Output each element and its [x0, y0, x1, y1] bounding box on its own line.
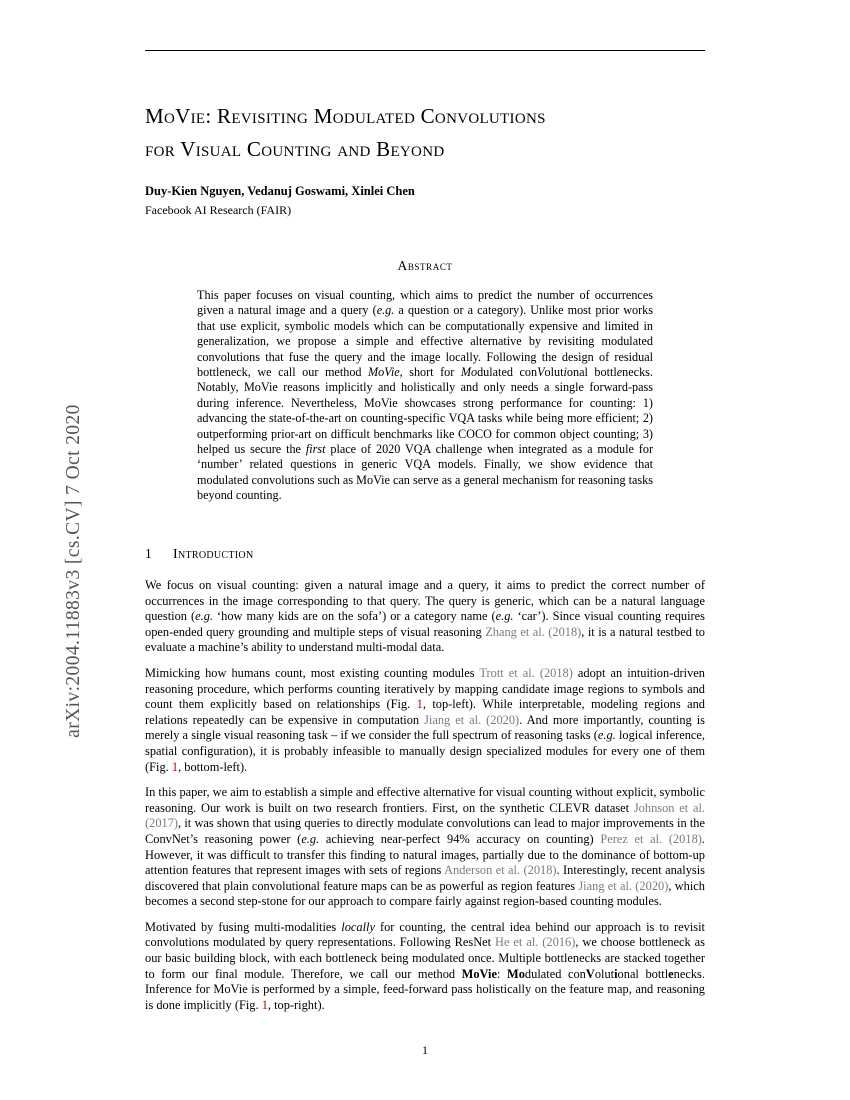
paragraph-4: Motivated by fusing multi-modalities locally for counting, the central idea behind our approach is to revisit convolutions modulated by query representations. Following ResNet He et al. (2016), we choose bottleneck as our basic building block, with each bottleneck being modulated once. Multiple bottlenecks are stacked together to form our final module. Therefore, we call our method MoVie: Modulated conVolutional bottlenecks. Inference for MoVie is performed by a simple, feed-forward pass holistically on the feature map, and reasoning is done implicitly (Fig. 1, top-right). — [145, 919, 705, 1012]
header-rule — [145, 50, 705, 51]
author-list: Duy-Kien Nguyen, Vedanuj Goswami, Xinlei Chen — [145, 184, 415, 198]
page-number: 1 — [422, 1043, 428, 1057]
section-number: 1 — [145, 546, 153, 561]
introduction-body — [145, 578, 705, 1023]
section-title: Introduction — [173, 547, 254, 562]
paper-page — [145, 0, 705, 1100]
page-title — [145, 100, 705, 166]
arxiv-stamp: arXiv:2004.11883v3 [cs.CV] 7 Oct 2020 — [63, 404, 84, 738]
title-line-2: for Visual Counting and Beyond — [145, 137, 445, 161]
affiliation: Facebook AI Research (FAIR) — [145, 203, 292, 217]
paragraph-2: Mimicking how humans count, most existing counting modules Trott et al. (2018) adopt an intuition-driven reasoning procedure, which performs counting iteratively by mapping candidate image regions to symbols and count them explicitly based on relationships (Fig. 1, top-left). While interpretable, modeling regions and relations repeatedly can be expensive in computation Jiang et al. (2020). And more importantly, counting is merely a single visual reasoning task – if we consider the full spectrum of reasoning tasks (e.g. logical inference, spatial configuration), it is probably infeasible to manually design specialized modules for every one of them (Fig. 1, bottom-left). — [145, 665, 705, 774]
paragraph-1: We focus on visual counting: given a natural image and a query, it aims to predict the correct number of occurrences in the image corresponding to that query. The query is generic, which can be a natural language question (e.g. ‘how many kids are on the sofa’) or a category name (e.g. ‘car’). Since visual counting requires open-ended query grounding and multiple steps of visual reasoning Zhang et al. (2018), it is a natural testbed to evaluate a machine’s ability to understand multi-modal data. — [145, 578, 705, 655]
section-heading — [145, 546, 705, 563]
abstract-heading: Abstract — [397, 258, 453, 273]
title-line-1: MoVie: Revisiting Modulated Convolutions — [145, 104, 546, 128]
paragraph-3: In this paper, we aim to establish a simple and effective alternative for visual counting without explicit, symbolic reasoning. Our work is built on two research frontiers. First, on the synthetic CLEVR dataset Johnson et al. (2017), it was shown that using queries to directly modulate convolutions can lead to major improvements in the ConvNet’s reasoning power (e.g. achieving near-perfect 94% accuracy on counting) Perez et al. (2018). However, it was difficult to transfer this finding to natural images, partially due to the dominance of bottom-up attention features that represent images with sets of regions Anderson et al. (2018). Interestingly, recent analysis discovered that plain convolutional feature maps can be as powerful as region features Jiang et al. (2020), which becomes a second step-stone for our approach to compare fairly against region-based counting modules. — [145, 785, 706, 909]
abstract-text: This paper focuses on visual counting, which aims to predict the number of occurrences given a natural image and a query (e.g. a question or a category). Unlike most prior works that use explicit, symbolic models which can be computationally expensive and limited in generalization, we propose a simple and effective alternative by revisiting modulated convolutions that fuse the query and the image locally. Following the design of residual bottleneck, we call our method MoVie, short for Modulated conVolutional bottlenecks. Notably, MoVie reasons implicitly and holistically and only needs a single forward-pass during inference. Nevertheless, MoVie showcases strong performance for counting: 1) advancing the state-of-the-art on counting-specific VQA tasks while being more efficient; 2) outperforming prior-art on difficult benchmarks like COCO for common object counting; 3) helped us secure the first place of 2020 VQA challenge when integrated as a module for ‘number’ related questions in generic VQA models. Finally, we show evidence that modulated convolutions such as MoVie can serve as a general mechanism for reasoning tasks beyond counting. — [197, 288, 654, 503]
